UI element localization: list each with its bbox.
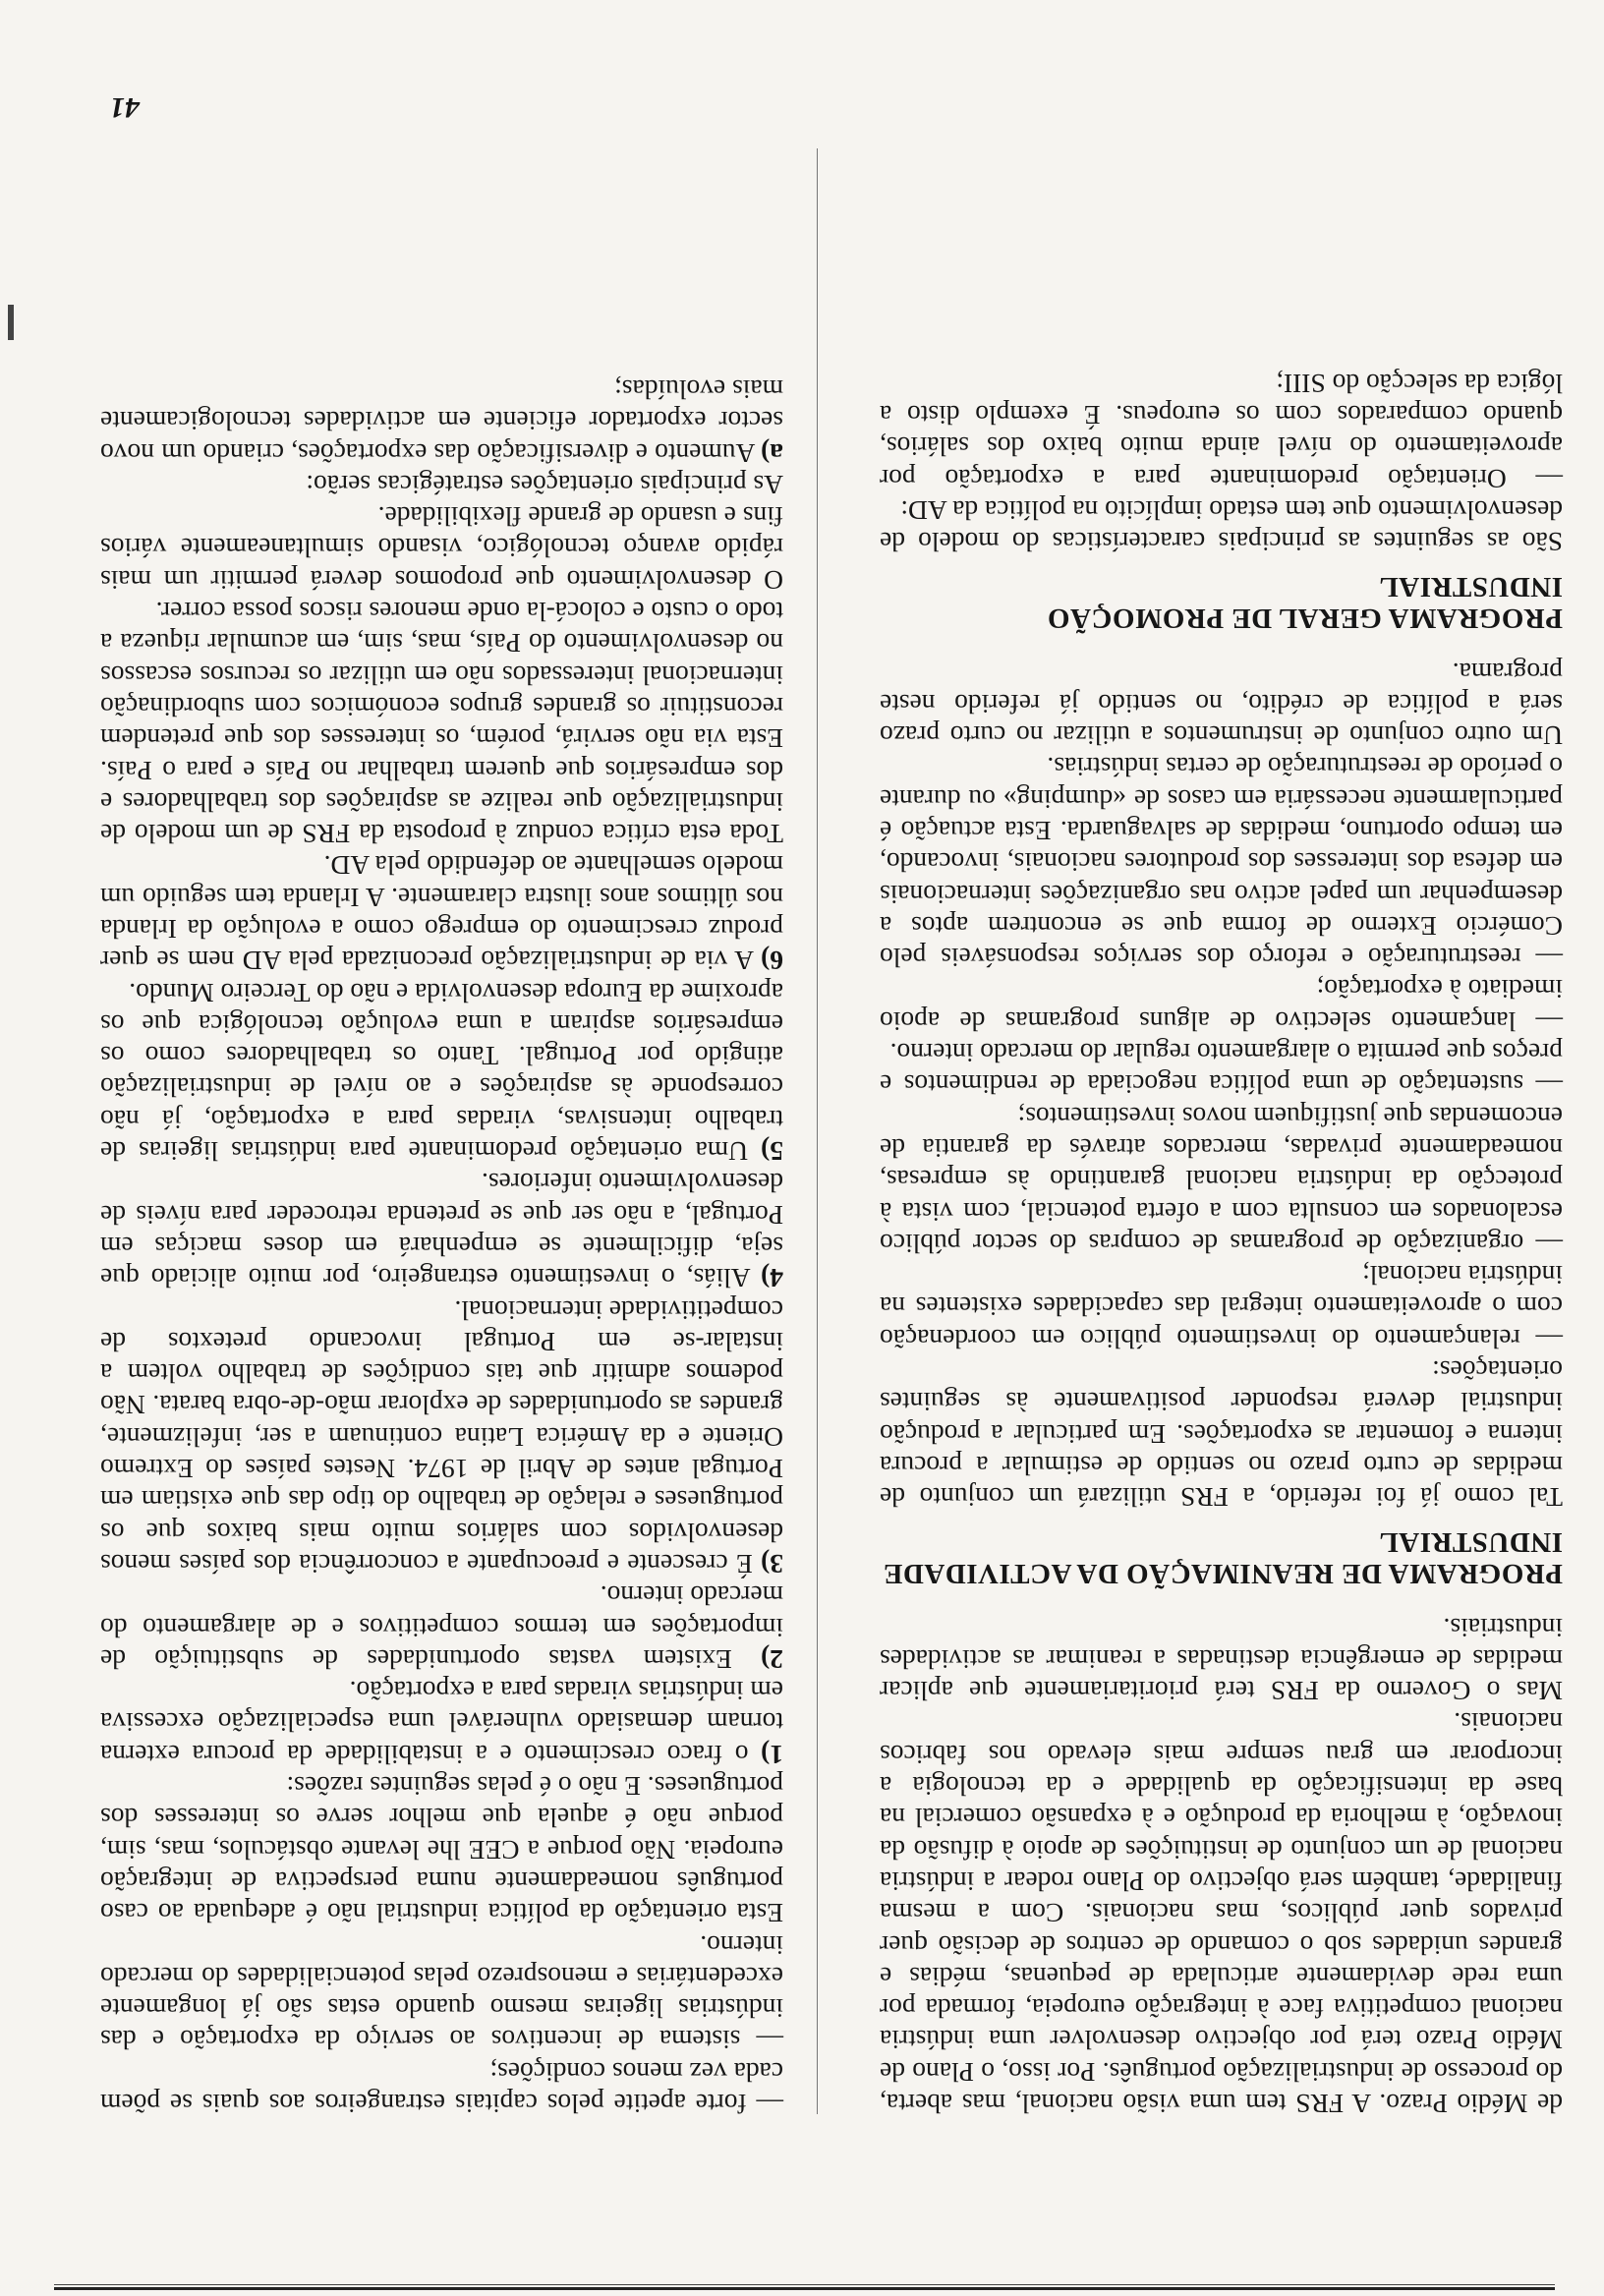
left-column (880, 124, 1563, 2119)
body-paragraph: São as seguintes as principais características do modelo de desenvolvimento que tem estado implícito na política da AD: (880, 494, 1563, 558)
numbered-item (100, 1579, 783, 1675)
bullet-item: — forte apetite pelos capitais estrangeiros aos quais se põem cada vez menos condições; (100, 2055, 783, 2119)
item-text: o fraco crescimento e a instabilidade da procura externa tornam demasiado vulnerável uma especialização excessiva em indústrias viradas para a exportação. (100, 1676, 783, 1770)
body-paragraph: Um outro conjunto de instrumentos a utilizar no curto prazo será a política de crédito, no sentido já referido neste programa. (880, 657, 1563, 752)
section-heading: PROGRAMA DE REANIMAÇÃO DA ACTIVIDADE INDUSTRIAL (883, 1526, 1563, 1590)
item-text: Aumento e diversificação das exportações, criando um novo sector exportador eficiente em actividades tecnologicamente mais evoluídas; (100, 373, 783, 469)
numbered-item (100, 1167, 783, 1293)
item-number: a) (761, 437, 783, 469)
numbered-item (100, 373, 783, 469)
scan-edge-mark (8, 305, 14, 340)
body-paragraph: Esta orientação da política industrial não é adequada ao caso português nomeadamente numa perspectiva de integração europeia. Não porque a CEE lhe levante obstáculos, mas, sim, porque não é aquela que melhor serve os interesses dos portugueses. E não o é pelas seguintes razões: (100, 1771, 783, 1929)
item-text: Uma orientação predominante para indústrias ligeiras de trabalho intensivas, viradas para a exportação, já não corresponde às aspirações e ao nível de industrialização atingido por Portugal. Tanto os trabalhadores como os empresários aspiram a uma evolução tecnológica que os aproxime da Europa desenvolvida e não do Terceiro Mundo. (100, 977, 783, 1168)
bullet-item: — organização de programas de compras do sector público escalonados em consulta com a oferta potencial, com vista à protecção da indústria nacional garantindo às empresas, nomeadamente privadas, mercados através da garantia de encomendas que justifiquem novos investimentos; (880, 1100, 1563, 1258)
bullet-item: — sustentação de uma política negociada de rendimentos e preços que permita o alargamento regular do mercado interno. (880, 1037, 1563, 1101)
item-number: 6) (761, 946, 783, 977)
numbered-item (100, 849, 783, 976)
item-number: 2) (761, 1643, 783, 1675)
bullet-item: — Orientação predominante para a exportação por aproveitamento do nível ainda muito baixo dos salários, quando comparados com os europeus. É exemplo disto a lógica da selecção do SIII; (880, 367, 1563, 493)
body-paragraph: Tal como já foi referido, a FRS utilizará um conjunto de medidas de curto prazo no sentido de estimular a procura interna e fomentar as exportações. Em particular a produção industrial deverá responder positivamente às seguintes orientações: (880, 1355, 1563, 1514)
body-paragraph: Toda esta crítica conduz à proposta da FRS de um modelo de industrialização que realize as aspirações dos trabalhadores e dos empresários que querem trabalhar no País e para o País. Esta via não servirá, porém, os interesses dos que pretendem reconstituir os grandes grupos económicos com subordinação internacional interessados não em utilizar os recursos escassos no desenvolvimento do País, mas, sim, em acumular riqueza a todo o custo e colocá-la onde menores riscos possa correr. (100, 597, 783, 850)
right-column (100, 124, 783, 2119)
item-number: 3) (761, 1548, 783, 1579)
bullet-item: — reestruturação e reforço dos serviços responsáveis pelo Comércio Externo de forma que se encontrem aptos a desempenhar um papel activo nas organizações internacionais em defesa dos interesses dos produtores nacionais, invocando, em tempo oportuno, medidas de salvaguarda. Esta actuação é particularmente necessária em casos de «dumping» ou durante o período de reestruturação de certas indústrias. (880, 751, 1563, 973)
body-paragraph: Mas o Governo da FRS terá prioritariamente que aplicar medidas de emergência destinadas a reanimar as actividades industriais. (880, 1612, 1563, 1707)
numbered-item (100, 1293, 783, 1579)
numbered-item (100, 1675, 783, 1770)
numbered-item (100, 976, 783, 1167)
body-paragraph: de Médio Prazo. A FRS tem uma visão nacional, mas aberta, do processo de industrialização português. Por isso, o Plano de Médio Prazo terá por objectivo desenvolver uma indústria nacional competitiva face à integração europeia, formada por uma rede devidamente articulada de pequenas, médias e grandes unidades sob o comando de centros de decisão quer privados quer públicos, mas nacionais. Com a mesma finalidade, também será objectivo do Plano rodear a indústria nacional de um conjunto de instituições de apoio à difusão da inovação, à melhoria da produção e à expansão comercial na base da intensificação da qualidade e da tecnologia a incorporar em grau sempre mais elevado nos fabricos nacionais. (880, 1707, 1563, 2119)
bullet-item: — lançamento selectivo de alguns programas de apoio imediato à exportação; (880, 973, 1563, 1037)
item-text: Existem vastas oportunidades de substituição de importações em termos competitivos e de alargamento do mercado interno. (100, 1580, 783, 1675)
bullet-item: — sistema de incentivos ao serviço da exportação e das indústrias ligeiras mesmo quando estas são já longamente excedentárias e menosprezo pelas potencialidades do mercado interno. (100, 1928, 783, 2055)
page-number: 41 (110, 91, 140, 124)
item-number: 1) (761, 1739, 783, 1770)
item-text: A via de industrialização preconizada pela AD nem se quer produz crescimento do emprego como a evolução da Irlanda nos últimos anos ilustra claramente. A Irlanda tem seguido um modelo semelhante ao defendido pela AD. (99, 850, 783, 977)
body-paragraph: O desenvolvimento que propomos deverá permitir um mais rápido avanço tecnológico, visando simultaneamente vários fins e usando de grande flexibilidade. (100, 501, 783, 596)
item-number: 5) (761, 1136, 783, 1168)
section-heading: PROGRAMA GERAL DE PROMOÇÃO INDUSTRIAL (1047, 571, 1563, 635)
footer-rule (54, 2284, 1555, 2290)
body-paragraph: As principais orientações estratégicas serão: (306, 469, 783, 500)
column-divider (817, 148, 818, 2114)
item-text: Aliás, o investimento estrangeiro, por muito aliciado que seja, dificilmente se empenhará em doses maciças em Portugal, a não ser que se pretenda retroceder para níveis de desenvolvimento inferiores. (100, 1168, 783, 1294)
bullet-item: — relançamento do investimento público em coordenação com o aproveitamento integral das capacidades existentes na indústria nacional; (880, 1259, 1563, 1354)
item-text: É crescente e preocupante a concorrência dos países menos desenvolvidos com salários muito mais baixos que os portugueses e relação de trabalho do tipo das que existiam em Portugal antes de Abril de 1974. Nestes países do Extremo Oriente e da América Latina continuam a ser, infelizmente, grandes as oportunidades de explorar mão-de-obra barata. Não podemos admitir que tais condições de trabalho voltem a instalar-se em Portugal invocando pretextos de competitividade internacional. (100, 1294, 783, 1579)
item-number: 4) (761, 1263, 783, 1294)
